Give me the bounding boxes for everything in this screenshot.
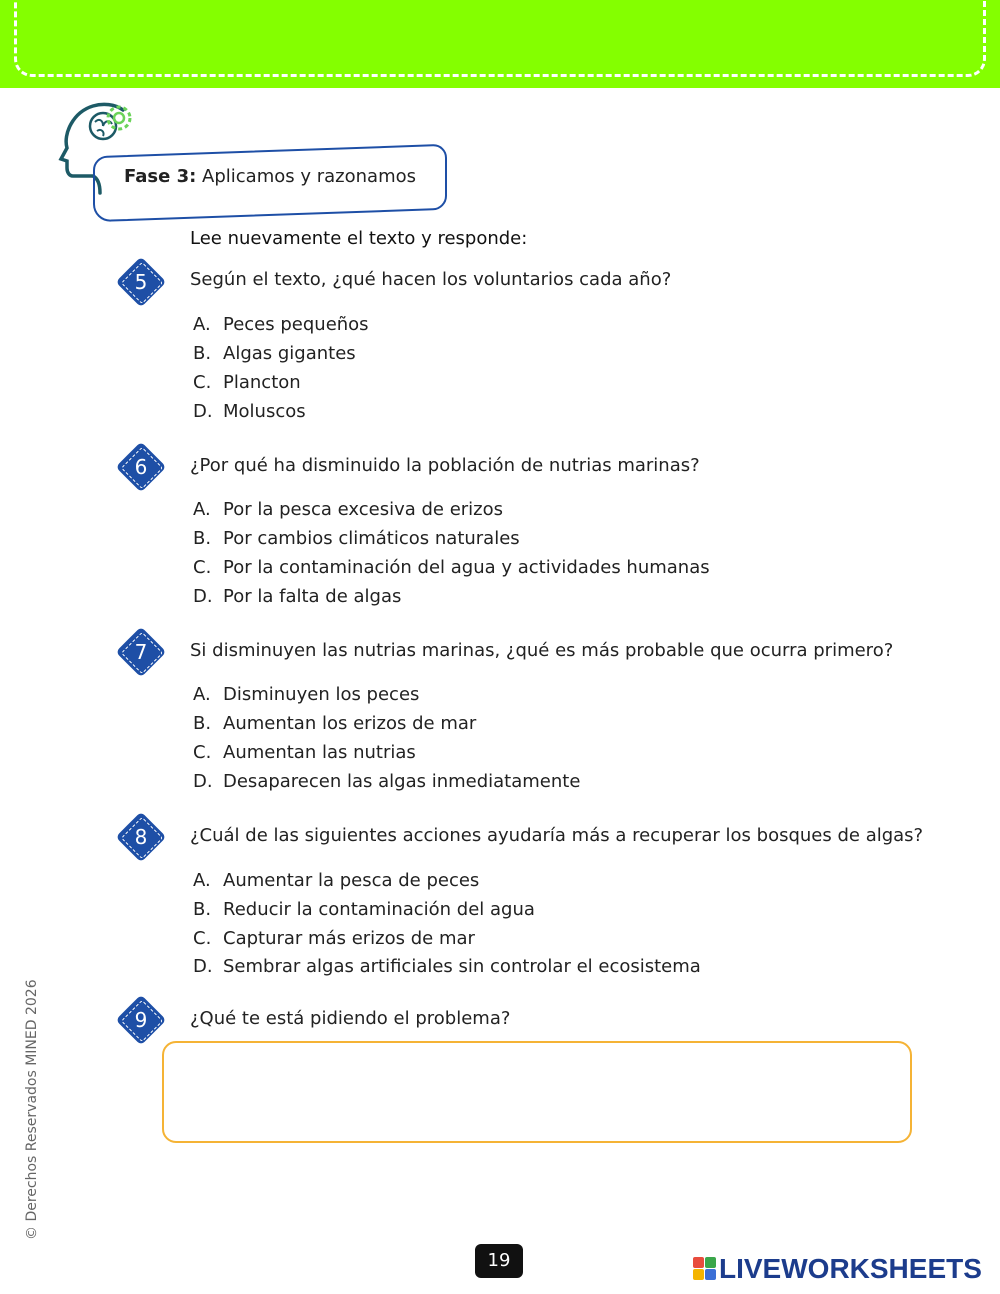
copyright-notice: © Derechos Reservados MINED 2026 <box>24 979 40 1240</box>
question-text: ¿Qué te está pidiendo el problema? <box>190 1008 511 1029</box>
option-text: Algas gigantes <box>223 343 356 364</box>
option-text: Por cambios climáticos naturales <box>223 528 520 549</box>
option-text: Reducir la contaminación del agua <box>223 899 535 920</box>
answer-option[interactable] <box>193 499 503 520</box>
answer-option[interactable] <box>193 742 416 763</box>
logo-blocks-icon <box>693 1257 719 1281</box>
option-text: Aumentar la pesca de peces <box>223 870 480 891</box>
answer-option[interactable] <box>193 684 419 705</box>
option-letter: D. <box>193 956 213 977</box>
question-number: 8 <box>134 825 148 849</box>
phase-title <box>124 166 416 187</box>
question-text: Según el texto, ¿qué hacen los voluntarios cada año? <box>190 269 672 290</box>
answer-option[interactable] <box>193 870 479 891</box>
brand-name: LIVEWORKSHEETS <box>719 1253 982 1284</box>
top-banner <box>0 0 1000 88</box>
answer-option[interactable] <box>193 771 580 792</box>
option-letter: A. <box>193 314 211 335</box>
answer-text-box[interactable] <box>162 1041 912 1143</box>
option-letter: A. <box>193 870 211 891</box>
option-letter: B. <box>193 899 212 920</box>
phase-name: Aplicamos y razonamos <box>202 166 416 187</box>
answer-option[interactable] <box>193 557 710 578</box>
option-text: Disminuyen los peces <box>223 684 420 705</box>
question-number: 7 <box>134 640 148 664</box>
phase-label: Fase 3: <box>124 166 197 187</box>
answer-option[interactable] <box>193 528 520 549</box>
question-number: 5 <box>134 270 148 294</box>
question-text: ¿Por qué ha disminuido la población de nutrias marinas? <box>190 455 700 476</box>
option-letter: D. <box>193 401 213 422</box>
option-text: Capturar más erizos de mar <box>223 928 475 949</box>
option-letter: A. <box>193 684 211 705</box>
option-text: Sembrar algas artificiales sin controlar el ecosistema <box>223 956 701 977</box>
option-letter: B. <box>193 343 212 364</box>
question-number-badge <box>115 441 167 493</box>
banner-stitch-border <box>14 0 986 77</box>
option-letter: B. <box>193 528 212 549</box>
option-text: Moluscos <box>223 401 306 422</box>
answer-option[interactable] <box>193 928 475 949</box>
question-text: ¿Cuál de las siguientes acciones ayudaría más a recuperar los bosques de algas? <box>190 825 924 846</box>
answer-option[interactable] <box>193 401 306 422</box>
phase-header <box>55 98 455 223</box>
option-text: Por la pesca excesiva de erizos <box>223 499 504 520</box>
answer-option[interactable] <box>193 956 701 977</box>
option-letter: C. <box>193 742 212 763</box>
answer-option[interactable] <box>193 314 369 335</box>
option-text: Por la falta de algas <box>223 586 402 607</box>
question-number: 6 <box>134 455 148 479</box>
page-number: 19 <box>475 1244 523 1278</box>
question-number: 9 <box>134 1008 148 1032</box>
question-number-badge <box>115 994 167 1046</box>
option-letter: B. <box>193 713 212 734</box>
option-letter: A. <box>193 499 211 520</box>
option-letter: C. <box>193 372 212 393</box>
option-letter: C. <box>193 557 212 578</box>
question-text: Si disminuyen las nutrias marinas, ¿qué es más probable que ocurra primero? <box>190 640 894 661</box>
option-text: Plancton <box>223 372 301 393</box>
question-number-badge <box>115 256 167 308</box>
answer-option[interactable] <box>193 372 301 393</box>
option-text: Peces pequeños <box>223 314 369 335</box>
instruction-text: Lee nuevamente el texto y responde: <box>190 228 528 249</box>
option-letter: D. <box>193 586 213 607</box>
option-letter: D. <box>193 771 213 792</box>
answer-option[interactable] <box>193 586 401 607</box>
answer-option[interactable] <box>193 899 535 920</box>
question-number-badge <box>115 626 167 678</box>
option-text: Por la contaminación del agua y actividades humanas <box>223 557 710 578</box>
option-letter: C. <box>193 928 212 949</box>
answer-option[interactable] <box>193 713 476 734</box>
option-text: Aumentan las nutrias <box>223 742 416 763</box>
answer-option[interactable] <box>193 343 356 364</box>
question-number-badge <box>115 811 167 863</box>
option-text: Aumentan los erizos de mar <box>223 713 477 734</box>
option-text: Desaparecen las algas inmediatamente <box>223 771 581 792</box>
